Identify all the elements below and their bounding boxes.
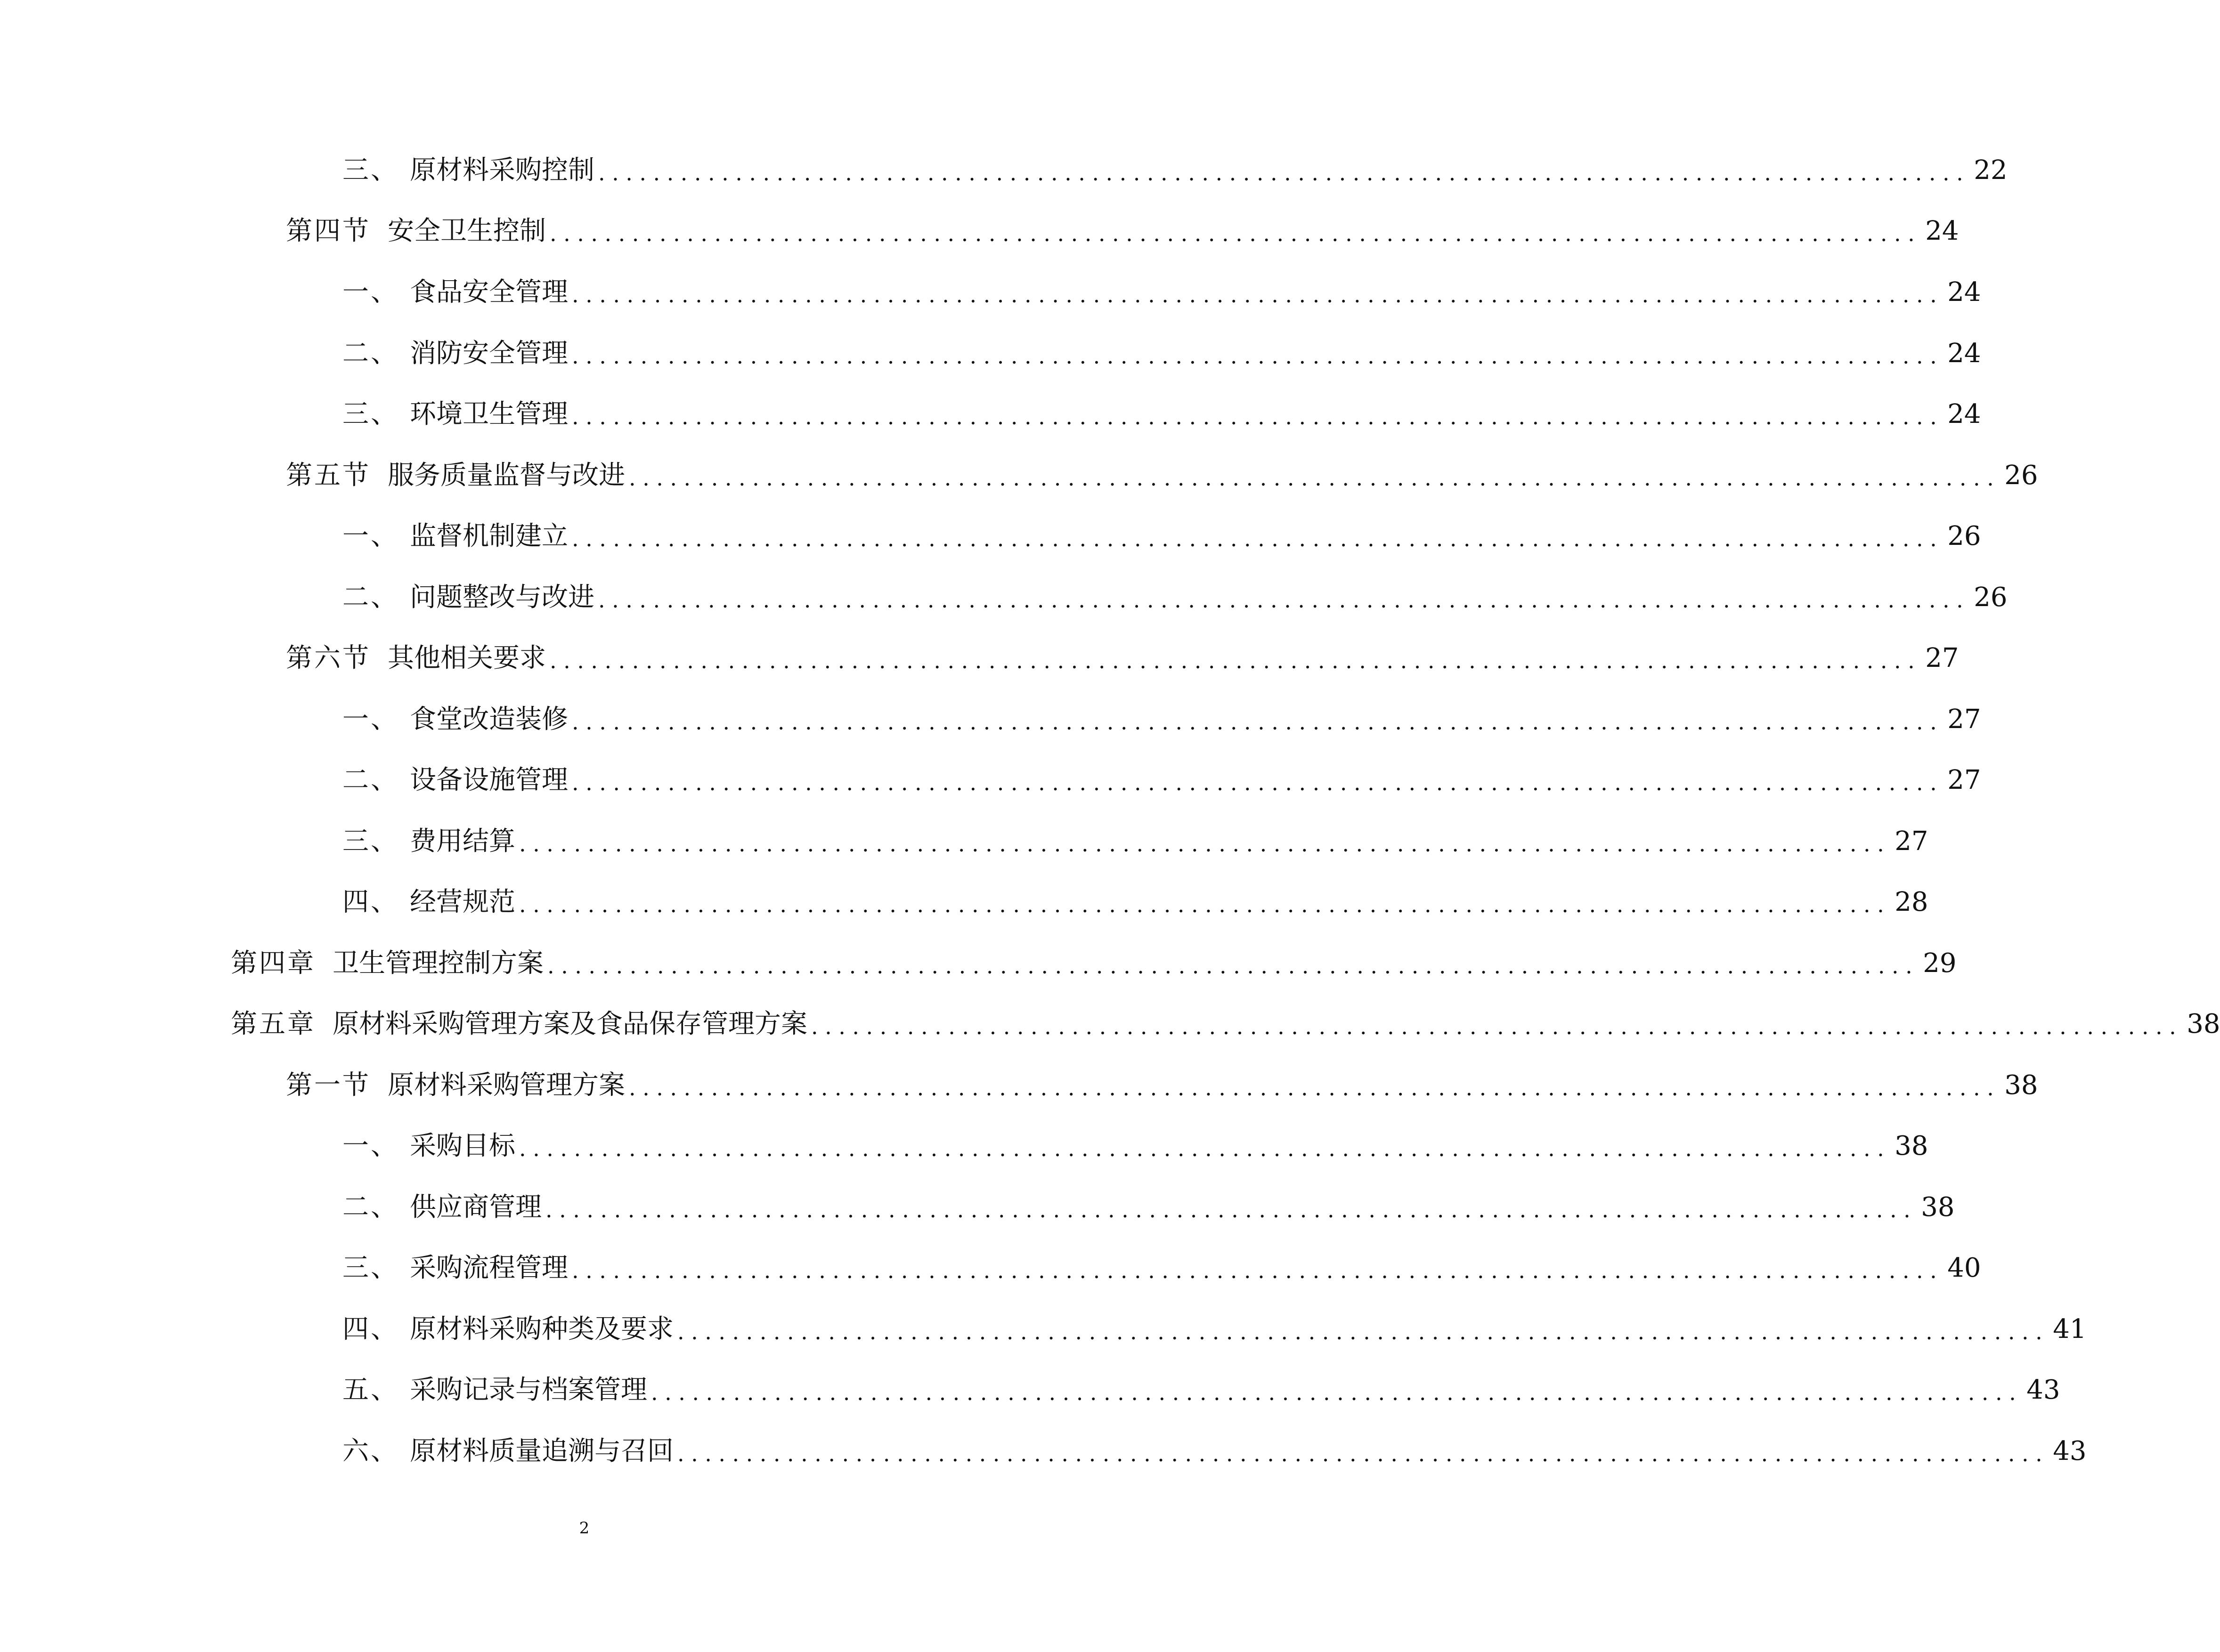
toc-entry-title: 服务质量监督与改进: [388, 460, 625, 491]
toc-entry[interactable]: [342, 574, 2008, 621]
dot-leader: ....................................................................................................: [677, 1441, 2049, 1466]
toc-entry-page: 40: [1947, 1253, 1981, 1283]
toc-entry-page: 38: [2004, 1070, 2038, 1101]
toc-entry-number: 第五章: [231, 1009, 316, 1039]
toc-entry-title: 原材料采购管理方案: [388, 1070, 625, 1101]
dot-leader: ....................................................................................................: [598, 587, 1970, 613]
toc-entry[interactable]: [342, 1123, 1928, 1170]
toc-entry-title: 原材料质量追溯与召回: [410, 1436, 674, 1466]
toc-entry-page: 43: [2053, 1436, 2087, 1466]
dot-leader: ....................................................................................................: [629, 465, 2001, 491]
toc-entry-number: 一、: [342, 521, 399, 551]
toc-entry-title: 采购目标: [410, 1131, 515, 1161]
toc-entry-page: 24: [1925, 216, 1959, 246]
dot-leader: ....................................................................................................: [550, 648, 1922, 673]
toc-entry-page: 24: [1947, 277, 1981, 308]
toc-entry-page: 27: [1947, 704, 1981, 735]
toc-entry-page: 26: [2004, 460, 2038, 491]
toc-entry[interactable]: [342, 513, 1981, 560]
toc-entry-number: 三、: [342, 826, 399, 857]
toc-entry-title: 监督机制建立: [410, 521, 568, 551]
toc-entry[interactable]: [286, 208, 1959, 255]
toc-entry-title: 其他相关要求: [388, 643, 546, 673]
dot-leader: ....................................................................................................: [572, 709, 1944, 735]
toc-entry-title: 安全卫生控制: [388, 216, 546, 246]
toc-entry-number: 二、: [342, 1192, 399, 1223]
dot-leader: ....................................................................................................: [519, 892, 1891, 917]
dot-leader: ....................................................................................................: [677, 1319, 2049, 1344]
toc-entry[interactable]: [342, 1306, 2087, 1353]
toc-entry-page: 27: [1895, 826, 1928, 857]
toc-entry-title: 经营规范: [410, 887, 515, 917]
toc-entry-page: 27: [1947, 765, 1981, 795]
toc-entry-number: 二、: [342, 338, 399, 369]
dot-leader: ....................................................................................................: [572, 770, 1944, 795]
toc-entry-title: 供应商管理: [410, 1192, 542, 1223]
dot-leader: ....................................................................................................: [811, 1014, 2183, 1039]
toc-entry-page: 38: [2187, 1009, 2220, 1039]
dot-leader: ....................................................................................................: [572, 343, 1944, 369]
toc-entry-title: 食品安全管理: [410, 277, 568, 308]
toc-entry[interactable]: [342, 1428, 2087, 1475]
page-number: 2: [579, 1519, 590, 1538]
toc-entry-title: 食堂改造装修: [410, 704, 568, 735]
toc-entry-number: 一、: [342, 704, 399, 735]
toc-entry-title: 原材料采购控制: [410, 155, 594, 186]
toc-entry-title: 原材料采购种类及要求: [410, 1314, 674, 1344]
toc-entry-title: 问题整改与改进: [410, 582, 594, 613]
toc-entry[interactable]: [342, 1245, 1981, 1292]
toc-entry-number: 二、: [342, 582, 399, 613]
toc-entry-title: 采购流程管理: [410, 1253, 568, 1283]
toc-entry-page: 38: [1895, 1131, 1928, 1161]
toc-entry[interactable]: [342, 269, 1981, 316]
dot-leader: ....................................................................................................: [572, 404, 1944, 429]
toc-entry-title: 费用结算: [410, 826, 515, 857]
dot-leader: ....................................................................................................: [545, 1197, 1918, 1223]
dot-leader: ....................................................................................................: [572, 282, 1944, 308]
dot-leader: ....................................................................................................: [651, 1380, 2023, 1405]
toc-entry-title: 消防安全管理: [410, 338, 568, 369]
toc-entry[interactable]: [231, 940, 1957, 987]
toc-entry-page: 26: [1947, 521, 1981, 551]
toc-entry-page: 24: [1947, 338, 1981, 369]
toc-entry-number: 第四节: [286, 216, 371, 246]
toc-entry[interactable]: [342, 330, 1981, 377]
dot-leader: ....................................................................................................: [572, 526, 1944, 551]
toc-entry-number: 五、: [342, 1375, 399, 1405]
toc-entry-page: 29: [1923, 948, 1957, 979]
dot-leader: ....................................................................................................: [572, 1258, 1944, 1283]
toc-entry-number: 第六节: [286, 643, 371, 673]
toc-entry[interactable]: [286, 1062, 2038, 1109]
toc-entry[interactable]: [342, 757, 1981, 804]
dot-leader: ....................................................................................................: [629, 1075, 2001, 1101]
toc-entry-number: 一、: [342, 1131, 399, 1161]
toc-entry-page: 43: [2026, 1375, 2060, 1405]
dot-leader: ....................................................................................................: [598, 160, 1970, 186]
dot-leader: ....................................................................................................: [519, 831, 1891, 857]
toc-entry-number: 二、: [342, 765, 399, 795]
toc-entry-number: 六、: [342, 1436, 399, 1466]
toc-entry-number: 三、: [342, 1253, 399, 1283]
toc-entry-page: 27: [1925, 643, 1959, 673]
dot-leader: ....................................................................................................: [519, 1136, 1891, 1161]
toc-entry-page: 38: [1921, 1192, 1955, 1223]
toc-entry-title: 原材料采购管理方案及食品保存管理方案: [333, 1009, 807, 1039]
toc-entry-page: 41: [2053, 1314, 2087, 1344]
toc-entry-title: 采购记录与档案管理: [410, 1375, 647, 1405]
toc-entry[interactable]: [286, 635, 1959, 682]
toc-entry-number: 第五节: [286, 460, 371, 491]
toc-entry[interactable]: [342, 147, 2008, 194]
toc-entry-page: 28: [1895, 887, 1928, 917]
toc-entry[interactable]: [342, 818, 1928, 865]
toc-entry-number: 一、: [342, 277, 399, 308]
toc-entry-number: 三、: [342, 399, 399, 429]
toc-entry[interactable]: [342, 696, 1981, 743]
toc-entry-number: 第四章: [231, 948, 316, 979]
toc-entry-title: 环境卫生管理: [410, 399, 568, 429]
dot-leader: ....................................................................................................: [547, 953, 1919, 979]
dot-leader: ....................................................................................................: [550, 221, 1922, 246]
toc-entry-number: 三、: [342, 155, 399, 186]
toc-entry-page: 24: [1947, 399, 1981, 429]
toc-entry[interactable]: [342, 879, 1928, 926]
toc-entry[interactable]: [286, 452, 2038, 499]
toc-entry[interactable]: [342, 1367, 2060, 1414]
toc-entry-title: 卫生管理控制方案: [333, 948, 544, 979]
toc-entry-title: 设备设施管理: [410, 765, 568, 795]
toc-entry[interactable]: [231, 1001, 2220, 1048]
toc-entry[interactable]: [342, 391, 1981, 438]
toc-entry[interactable]: [342, 1184, 1955, 1231]
toc-entry-number: 四、: [342, 1314, 399, 1344]
toc-entry-page: 22: [1974, 155, 2008, 186]
toc-entry-number: 四、: [342, 887, 399, 917]
toc-entry-page: 26: [1974, 582, 2008, 613]
toc-entry-number: 第一节: [286, 1070, 371, 1101]
